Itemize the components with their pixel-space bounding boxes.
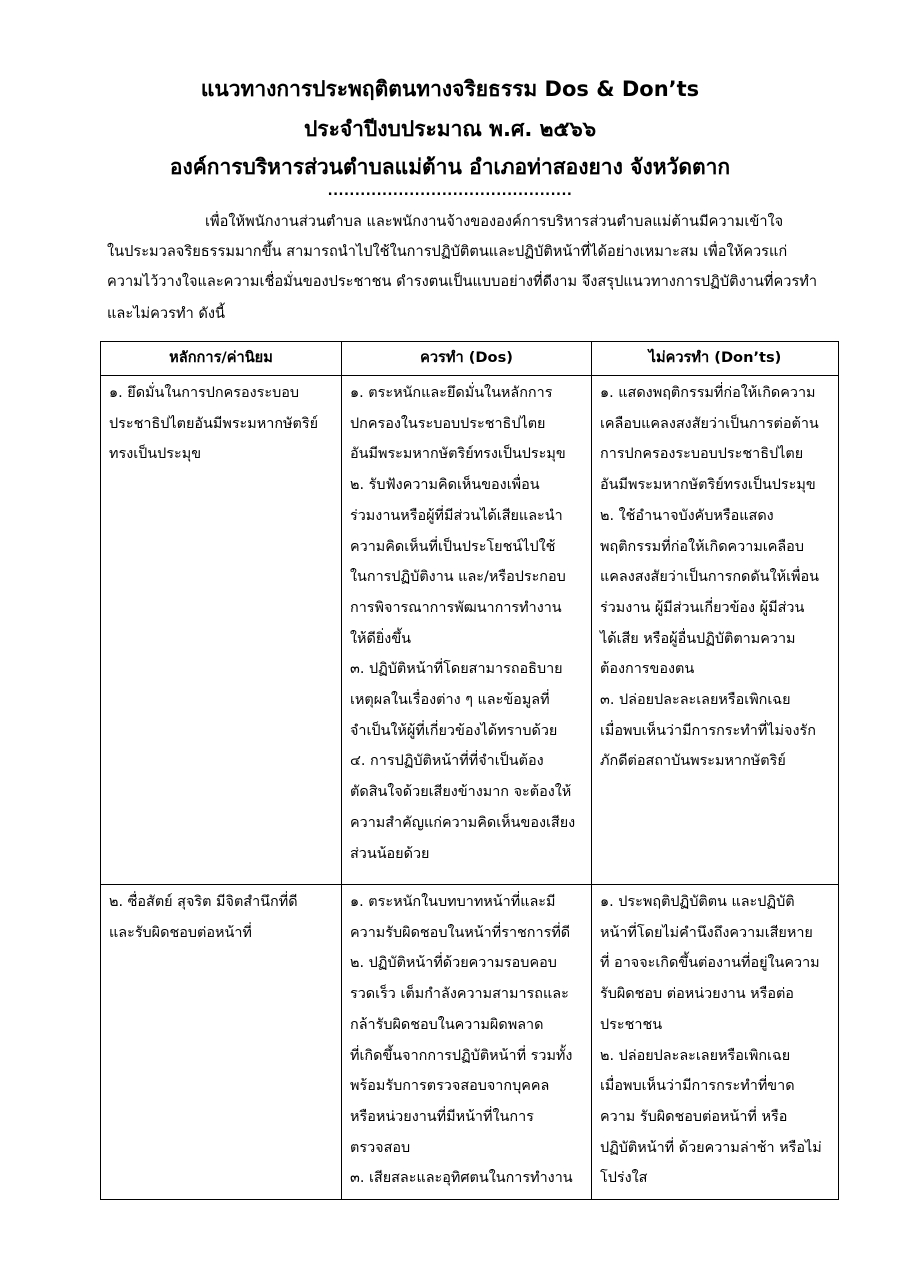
title-separator: .............................................: [327, 184, 573, 199]
table-header-row: [101, 342, 839, 376]
donts-text: ๑. ประพฤติปฏิบัติตน และปฏิบัติ หน้าที่โดยไม่คำนึงถึงความเสียหาย ที่ อาจจะเกิดขึ้นต่องานที่อยู่ในความ รับผิดชอบ ต่อหน่วยงาน หรือต่อ ประชาชน ๒. ปล่อยปละละเลยหรือเพิกเฉย เมื่อพบเห็นว่ามีการกระทำที่ขาด ความ รับผิดชอบต่อหน้าที่ หรือ ปฏิบัติหน้าที่ ด้วยความล่าช้า หรือไม่ โปร่งใส: [600, 894, 822, 1187]
dos-cell: [342, 885, 592, 1200]
document-title-line-3: องค์การบริหารส่วนตำบลแม่ต้าน อำเภอท่าสองยาง จังหวัดตาก: [169, 155, 731, 179]
dos-text: ๑. ตระหนักและยึดมั่นในหลักการ ปกครองในระบอบประชาธิปไตย อันมีพระมหากษัตริย์ทรงเป็นประมุข ๒. รับฟังความคิดเห็นของเพื่อน ร่วมงานหรือผู้ที่มีส่วนได้เสียและนำ ความคิดเห็นที่เป็นประโยชน์ไปใช้ ในการปฏิบัติงาน และ/หรือประกอบ การพิจารณาการพัฒนาการทำงาน ให้ดียิ่งขึ้น ๓. ปฏิบัติหน้าที่โดยสามารถอธิบาย เหตุผลในเรื่องต่าง ๆ และข้อมูลที่ จำเป็นให้ผู้ที่เกี่ยวข้องได้ทราบด้วย ๔. การปฏิบัติหน้าที่ที่จำเป็นต้อง ตัดสินใจด้วยเสียงข้างมาก จะต้องให้ ความสำคัญแก่ความคิดเห็นของเสียง ส่วนน้อยด้วย: [350, 385, 576, 862]
table-row: [101, 376, 839, 885]
principle-text: ๒. ซื่อสัตย์ สุจริต มีจิตสำนึกที่ดี และรับผิดชอบต่อหน้าที่: [109, 894, 298, 941]
intro-line-3: ความไว้วางใจและความเชื่อมั่นของประชาชน ดำรงตนเป็นแบบอย่างที่ดีงาม จึงสรุปแนวทางการปฏิบัติงานที่ควรทำ: [107, 273, 818, 290]
table-row: [101, 885, 839, 1200]
principle-text: ๑. ยึดมั่นในการปกครองระบอบ ประชาธิปไตยอันมีพระมหากษัตริย์ ทรงเป็นประมุข: [109, 385, 319, 463]
donts-cell: [592, 376, 839, 885]
donts-cell: [592, 885, 839, 1200]
donts-text: ๑. แสดงพฤติกรรมที่ก่อให้เกิดความ เคลือบแคลงสงสัยว่าเป็นการต่อต้าน การปกครองระบอบประชาธิปไตย อันมีพระมหากษัตริย์ทรงเป็นประมุข ๒. ใช้อำนาจบังคับหรือแสดง พฤติกรรมที่ก่อให้เกิดความเคลือบ แคลงสงสัยว่าเป็นการกดดันให้เพื่อน ร่วมงาน ผู้มีส่วนเกี่ยวข้อง ผู้มีส่วน ได้เสีย หรือผู้อื่นปฏิบัติตามความ ต้องการของตน ๓. ปล่อยปละละเลยหรือเพิกเฉย เมื่อพบเห็นว่ามีการกระทำที่ไม่จงรัก ภักดีต่อสถาบันพระมหากษัตริย์: [600, 385, 819, 770]
document-title-line-2: ประจำปีงบประมาณ พ.ศ. ๒๕๖๖: [303, 117, 597, 141]
column-header-donts: ไม่ควรทำ (Don’ts): [592, 342, 839, 376]
intro-line-2: ในประมวลจริยธรรมมากขึ้น สามารถนำไปใช้ในการปฏิบัติตนและปฏิบัติหน้าที่ได้อย่างเหมาะสม เพื่อให้ควรแก่: [107, 243, 788, 260]
intro-line-1: เพื่อให้พนักงานส่วนตำบล และพนักงานจ้างขององค์การบริหารส่วนตำบลแม่ต้านมีความเข้าใจ: [205, 213, 784, 230]
dos-text: ๑. ตระหนักในบทบาทหน้าที่และมี ความรับผิดชอบในหน้าที่ราชการที่ดี ๒. ปฏิบัติหน้าที่ด้วยความรอบคอบ รวดเร็ว เต็มกำลังความสามารถและ กล้ารับผิดชอบในความผิดพลาด ที่เกิดขึ้นจากการปฏิบัติหน้าที่ รวมทั้ง พร้อมรับการตรวจสอบจากบุคคล หรือหน่วยงานที่มีหน้าที่ในการ ตรวจสอบ ๓. เสียสละและอุทิศตนในการทำงาน: [350, 894, 573, 1187]
column-header-dos: ควรทำ (Dos): [342, 342, 592, 376]
dos-cell: [342, 376, 592, 885]
ethics-table: [100, 341, 839, 1200]
principle-cell: [101, 376, 342, 885]
principle-cell: [101, 885, 342, 1200]
intro-line-4: และไม่ควรทำ ดังนี้: [107, 305, 225, 322]
document-title-line-1: แนวทางการประพฤติตนทางจริยธรรม Dos & Don’ts: [200, 77, 700, 101]
column-header-principle: หลักการ/ค่านิยม: [101, 342, 342, 376]
